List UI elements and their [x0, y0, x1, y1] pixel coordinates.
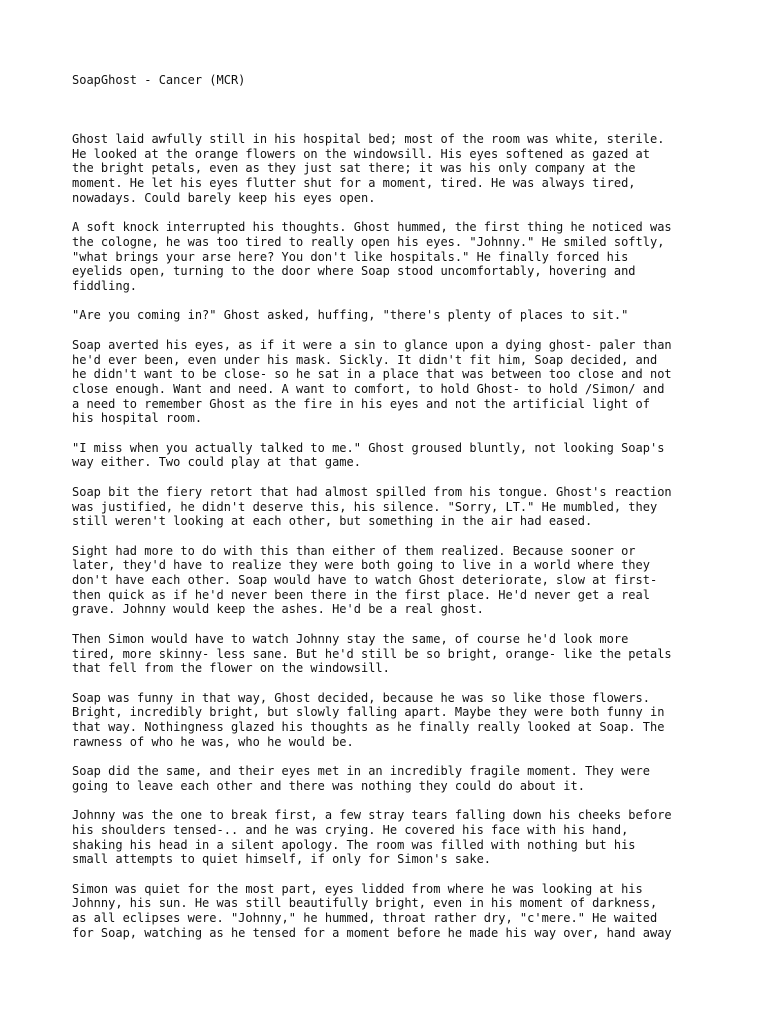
paragraph: Sight had more to do with this than either of them realized. Because sooner or later, they'd have to realize they were both going to live in a world where they don't have each other. Soap would have to watch Ghost deteriorate, slow at first- then quick as if he'd never been there in the first place. He'd never get a real grave. Johnny would keep the ashes. He'd be a real ghost. [72, 543, 658, 617]
paragraph: Then Simon would have to watch Johnny stay the same, of course he'd look more tired, more skinny- less sane. But he'd still be so bright, orange- like the petals that fell from the flower on the windowsill. [72, 631, 672, 676]
paragraph: Soap bit the fiery retort that had almost spilled from his tongue. Ghost's reaction was justified, he didn't deserve this, his silence. "Sorry, LT." He mumbled, they still weren't looking at each other, but something in the air had eased. [72, 484, 672, 529]
paragraph: Soap did the same, and their eyes met in an incredibly fragile moment. They were going to leave each other and there was nothing they could do about it. [72, 764, 650, 793]
paragraph: Johnny was the one to break first, a few stray tears falling down his cheeks before his shoulders tensed-.. and he was crying. He covered his face with his hand, shaking his head in a silent apology. The room was filled with nothing but his small attempts to quiet himself, if only for Simon's sake. [72, 808, 672, 867]
paragraph: Soap averted his eyes, as if it were a sin to glance upon a dying ghost- paler than he'd ever been, even under his mask. Sickly. It didn't fit him, Soap decided, and he didn't want to be close- so he sat in a place that was between too close and not close enough. Want and need. A want to comfort, to hold Ghost- to hold /Simon/ and a need to remember Ghost as the fire in his eyes and not the artificial light of his hospital room. [72, 337, 672, 426]
document-body [72, 132, 712, 955]
paragraph: Simon was quiet for the most part, eyes lidded from where he was looking at his Johnny, his sun. He was still beautifully bright, even in his moment of darkness, as all eclipses were. "Johnny," he hummed, throat rather dry, "c'mere." He waited for Soap, watching as he tensed for a moment before he made his way over, hand away [72, 881, 672, 940]
paragraph: A soft knock interrupted his thoughts. Ghost hummed, the first thing he noticed was the cologne, he was too tired to really open his eyes. "Johnny." He smiled softly, "what brings your arse here? You don't like hospitals." He finally forced his eyelids open, turning to the door where Soap stood uncomfortably, hovering and fiddling. [72, 220, 672, 294]
paragraph: Ghost laid awfully still in his hospital bed; most of the room was white, sterile. He looked at the orange flowers on the windowsill. His eyes softened as gazed at the bright petals, even as they just sat there; it was his only company at the moment. He let his eyes flutter shut for a moment, tired. He was always tired, nowadays. Could barely keep his eyes open. [72, 132, 665, 205]
paragraph: Soap was funny in that way, Ghost decided, because he was so like those flowers. Bright, incredibly bright, but slowly falling apart. Maybe they were both funny in that way. Nothingness glazed his thoughts as he finally really looked at Soap. The rawness of who he was, who he would be. [72, 690, 665, 749]
document-title: SoapGhost - Cancer (MCR) [72, 73, 246, 87]
paragraph: "Are you coming in?" Ghost asked, huffing, "there's plenty of places to sit." [72, 308, 629, 323]
paragraph: "I miss when you actually talked to me." Ghost groused bluntly, not looking Soap's way either. Two could play at that game. [72, 440, 665, 470]
